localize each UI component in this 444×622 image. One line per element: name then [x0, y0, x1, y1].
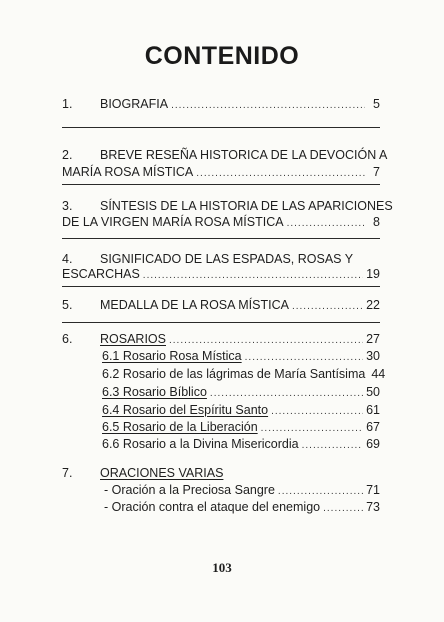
toc-page: 8 [373, 215, 380, 229]
leader-dots [302, 437, 363, 454]
toc-entry-6 [62, 331, 380, 348]
toc-page: 19 [366, 267, 380, 281]
leader-dots [171, 97, 365, 114]
toc-number: 2. [62, 148, 73, 162]
toc-title: ORACIONES VARIAS [100, 466, 224, 480]
toc-entry-4-line-b [62, 266, 380, 283]
toc-subtitle: 6.2 Rosario de las lágrimas de María Santísima [102, 367, 366, 381]
toc-page: 71 [366, 483, 380, 497]
toc-subentry [102, 384, 380, 401]
page-title: CONTENIDO [144, 42, 300, 70]
leader-dots [169, 332, 363, 349]
toc-page: 50 [366, 385, 380, 399]
leader-dots [271, 403, 363, 420]
toc-title-cont: DE LA VIRGEN MARÍA ROSA MÍSTICA [62, 215, 284, 229]
divider [62, 286, 380, 287]
toc-entry-1 [62, 96, 380, 113]
toc-number: 6. [62, 332, 73, 346]
toc-page: 27 [366, 332, 380, 346]
toc-entry-3-line-b [62, 214, 380, 231]
toc-subtitle: 6.5 Rosario de la Liberación [102, 420, 258, 434]
leader-dots [278, 483, 363, 500]
leader-dots [196, 165, 365, 182]
toc-title: MEDALLA DE LA ROSA MÍSTICA [100, 298, 289, 312]
toc-title: SIGNIFICADO DE LAS ESPADAS, ROSAS Y [100, 252, 354, 266]
toc-subentry [102, 436, 380, 453]
toc-title: SÍNTESIS DE LA HISTORIA DE LAS APARICIONES [100, 199, 393, 213]
toc-page: 30 [366, 349, 380, 363]
toc-subtitle: 6.3 Rosario Bíblico [102, 385, 207, 399]
divider [62, 184, 380, 185]
toc-entry-3-line-a [62, 198, 393, 215]
divider [62, 127, 380, 128]
leader-dots [143, 267, 363, 284]
page-number: 103 [212, 560, 232, 575]
toc-number: 3. [62, 199, 73, 213]
toc-subtitle: 6.1 Rosario Rosa Mística [102, 349, 242, 363]
toc-title-cont: ESCARCHAS [62, 267, 140, 281]
toc-subtitle: 6.6 Rosario a la Divina Misericordia [102, 437, 299, 451]
leader-dots [245, 349, 363, 366]
toc-subtitle: 6.4 Rosario del Espíritu Santo [102, 403, 269, 417]
leader-dots [210, 385, 363, 402]
leader-dots [323, 500, 363, 517]
toc-number: 5. [62, 298, 73, 312]
toc-entry-7 [62, 465, 380, 482]
toc-page: 44 [371, 367, 386, 381]
toc-number: 4. [62, 252, 73, 266]
toc-page: 73 [366, 500, 380, 514]
toc-number: 1. [62, 97, 73, 111]
toc-page: 61 [366, 403, 380, 417]
toc-subentry [102, 402, 380, 419]
toc-entry-2-line-a [62, 147, 388, 164]
leader-dots [287, 215, 365, 232]
toc-page: 5 [373, 97, 380, 111]
toc-title: BREVE RESEÑA HISTORICA DE LA DEVOCIÓN A [100, 148, 388, 162]
toc-page: 7 [373, 165, 380, 179]
toc-title: ROSARIOS [100, 332, 166, 346]
toc-subtitle: - Oración contra el ataque del enemigo [104, 500, 321, 514]
toc-title: BIOGRAFIA [100, 97, 169, 111]
toc-entry-5 [62, 297, 380, 314]
toc-page: 69 [366, 437, 380, 451]
toc-subentry [102, 419, 380, 436]
toc-subentry [104, 482, 380, 499]
toc-subentry [102, 348, 380, 365]
toc-entry-2-line-b [62, 164, 380, 181]
toc-title-cont: MARÍA ROSA MÍSTICA [62, 165, 194, 179]
divider [62, 322, 380, 323]
toc-subtitle: - Oración a la Preciosa Sangre [104, 483, 275, 497]
toc-subentry [102, 366, 386, 383]
leader-dots [261, 420, 363, 437]
toc-number: 7. [62, 466, 73, 480]
divider [62, 238, 380, 239]
toc-page: 67 [366, 420, 380, 434]
toc-page: 22 [366, 298, 380, 312]
toc-subentry [104, 499, 380, 516]
leader-dots [292, 298, 363, 315]
